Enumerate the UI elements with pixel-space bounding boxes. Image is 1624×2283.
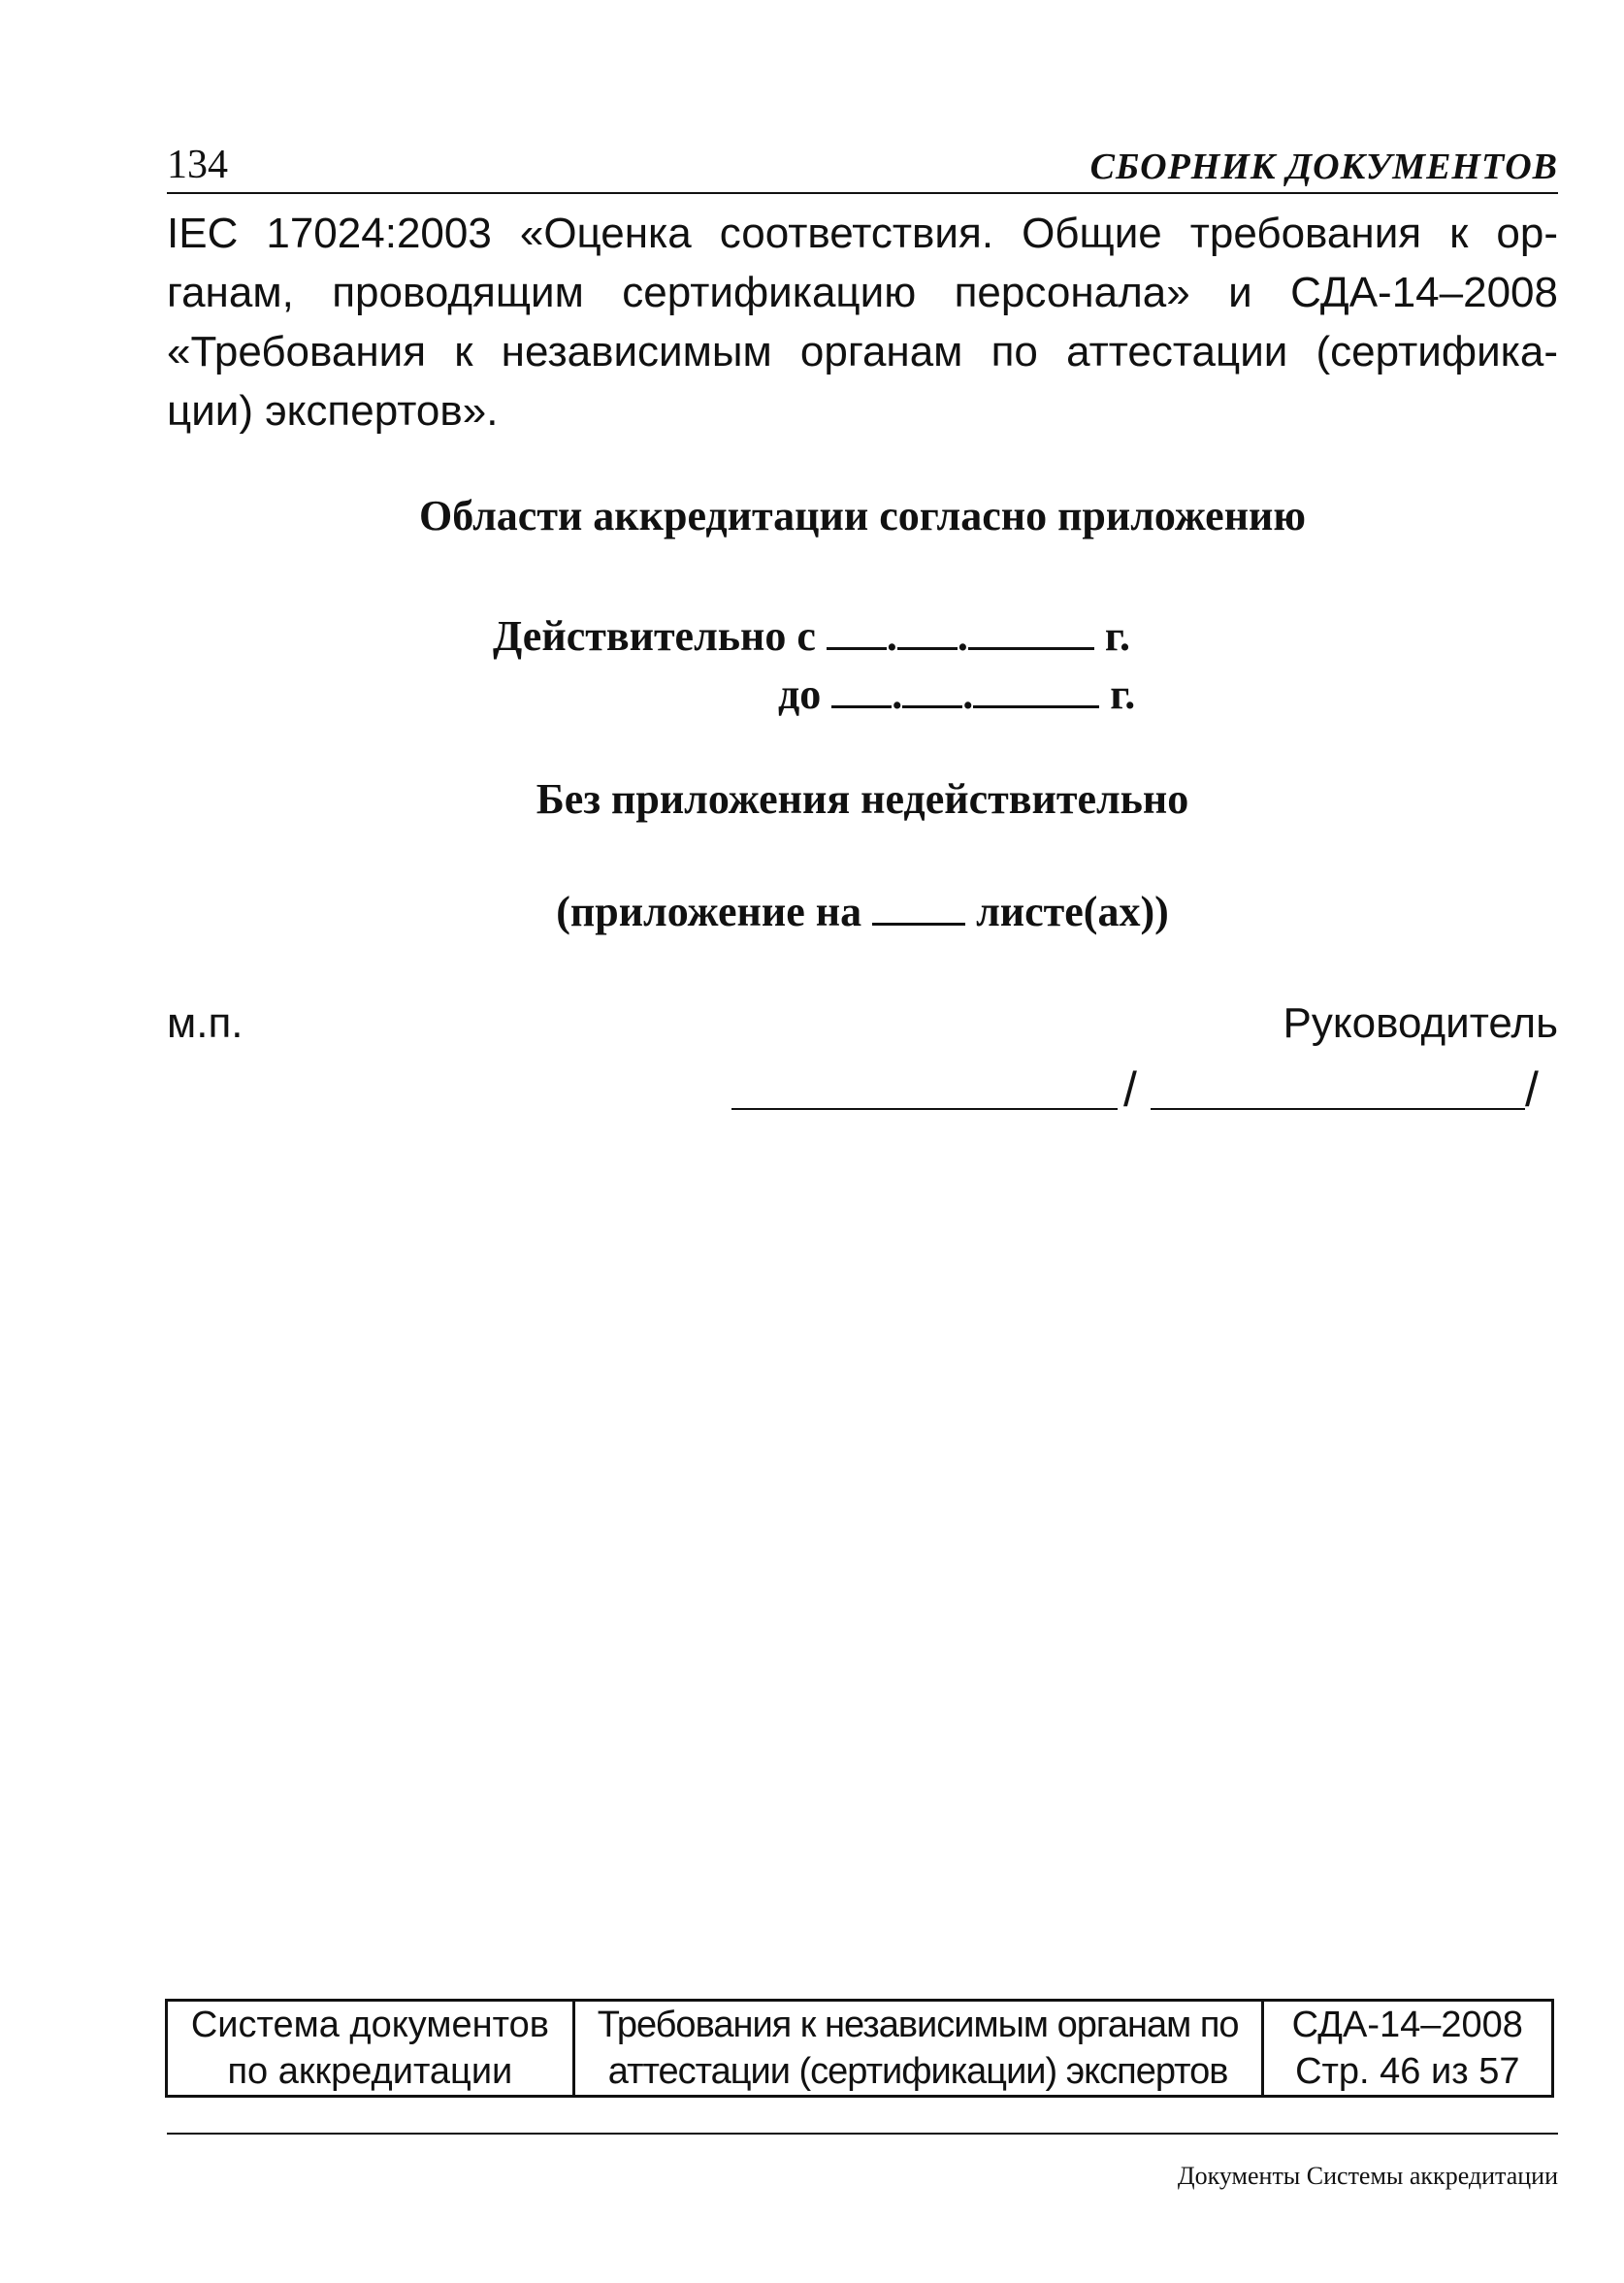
signature-blank — [731, 1108, 1118, 1110]
title-line: аттестации (сертификации) экспертов — [607, 2051, 1228, 2092]
code-cell — [1262, 2001, 1552, 2097]
system-cell — [167, 2001, 574, 2097]
valid-to-label: до — [778, 670, 822, 718]
date-dot: . — [957, 612, 968, 660]
page-number: 134 — [167, 143, 228, 187]
footer-note: Документы Системы аккредитации — [1177, 2162, 1558, 2190]
month-blank — [902, 672, 962, 708]
year-blank — [973, 672, 1099, 708]
title-line: Требования к независимым органам по — [597, 2005, 1239, 2045]
stamp-label: м.п. — [167, 999, 244, 1047]
title-cell — [573, 2001, 1262, 2097]
day-blank — [831, 672, 892, 708]
doc-code: СДА-14–2008 — [1291, 2005, 1523, 2045]
running-title: СБОРНИК ДОКУМЕНТОВ — [1089, 147, 1558, 187]
name-blank — [1151, 1108, 1525, 1110]
intro-paragraph — [167, 204, 1558, 440]
scope-title: Области аккредитации согласно приложению — [418, 492, 1307, 539]
date-dot: . — [886, 612, 897, 660]
month-blank — [897, 614, 958, 650]
valid-from-row — [493, 611, 1130, 661]
year-suffix: г. — [1104, 612, 1130, 660]
year-blank — [968, 614, 1094, 650]
page-of: Стр. 46 из 57 — [1295, 2051, 1520, 2092]
signature-lines — [731, 1056, 1558, 1117]
sheet-count-blank — [872, 890, 965, 926]
day-blank — [827, 614, 887, 650]
intro-line: ции) экспертов». — [167, 387, 499, 435]
intro-line: «Требования к независимым органам по аттестации (сертифика- — [167, 328, 1558, 375]
attachment-suffix: листе(ах)) — [976, 888, 1169, 935]
signature-slash: / — [1525, 1062, 1539, 1117]
footer-table — [165, 1999, 1554, 2098]
attachment-prefix: (приложение на — [556, 888, 862, 935]
footer-rule — [167, 2133, 1558, 2135]
system-line: по аккредитации — [227, 2051, 513, 2092]
year-suffix: г. — [1110, 670, 1136, 718]
invalid-note: Без приложения недействительно — [536, 775, 1189, 823]
head-label: Руководитель — [1283, 999, 1558, 1047]
intro-line: ганам, проводящим сертификацию персонала» и СДА-14–2008 — [167, 269, 1558, 316]
system-line: Система документов — [190, 2005, 549, 2045]
date-dot: . — [892, 670, 903, 718]
intro-line: IEC 17024:2003 «Оценка соответствия. Общие требования к ор- — [167, 210, 1558, 257]
attachment-note — [167, 887, 1558, 936]
valid-from-label: Действительно с — [493, 612, 816, 660]
running-header — [167, 136, 1558, 194]
table-row — [167, 2001, 1553, 2097]
valid-to-row — [778, 669, 1135, 719]
date-dot: . — [962, 670, 974, 718]
signature-slash: / — [1123, 1062, 1137, 1117]
